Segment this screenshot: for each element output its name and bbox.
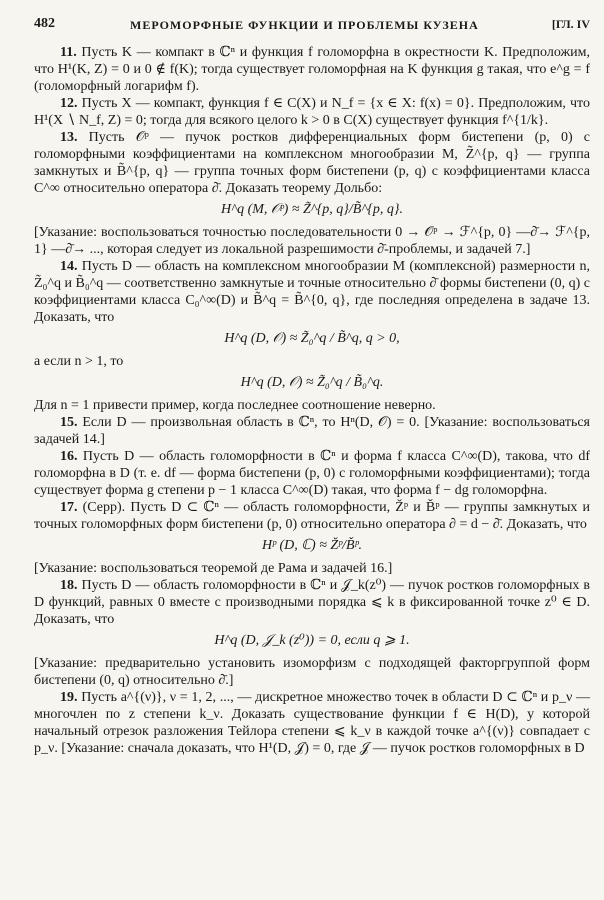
page-number: 482 [34,16,55,31]
problem-text: (Серр). Пусть D ⊂ ℂⁿ — область голоморфности, Žᵖ и B̌ᵖ — группы замкнутых и точных голоморфных форм бистепени (p, 0) относительно оператора ∂ = d − ∂̄. Доказать, что [34,500,590,532]
problem-number: 15. [60,415,78,430]
problem-number: 18. [60,578,78,593]
text-paragraph: а если n > 1, то [34,354,124,369]
running-title: МЕРОМОРФНЫЕ ФУНКЦИИ И ПРОБЛЕМЫ КУЗЕНА [130,18,479,32]
display-formula: H^q (D, 𝒪) ≈ Z̃₀^q / B̃₀^q. [240,375,384,390]
problem-number: 13. [60,130,78,145]
display-formula: H^q (D, 𝒪) ≈ Z̃₀^q / B̃^q, q > 0, [224,331,400,346]
page-header [34,14,590,36]
problem-number: 16. [60,449,78,464]
problem-text: Пусть 𝒪ᵖ — пучок ростков дифференциальных форм бистепени (p, 0) с голоморфными коэффициентами на комплексном многообразии M, Z̃^{p, q} — группа замкнутых и B̃^{p, q} — группа точных форм бистепени (p, q) с коэффициентами класса C^∞ относительно оператора ∂̄. Доказать теорему Дольбо: [34,130,590,196]
problem-text: Пусть X — компакт, функция f ∈ C(X) и N_f = {x ∈ X: f(x) = 0}. Предположим, что H¹(X ∖ N_f, Z) = 0; тогда для всякого целого k > 0 в C(X) существует функция f^{1/k}. [34,96,590,128]
display-formula: Hᵖ (D, ℂ) ≈ Žᵖ/B̌ᵖ. [261,538,363,553]
text-paragraph: Для n = 1 привести пример, когда последнее соотношение неверно. [34,398,436,413]
problem-paragraph [34,129,590,197]
chapter-marker: [ГЛ. IV [551,17,590,31]
problem-paragraph [34,689,590,757]
problem-text: Пусть D — область голоморфности в ℂⁿ и 𝒥_k(z⁰) — пучок ростков голоморфных в D функций, равных 0 вместе с производными порядка ⩽ k в фиксированной точке z⁰ ∈ D. Доказать, что [34,578,590,627]
problem-paragraph [34,95,590,129]
page-body [34,44,590,757]
problem-paragraph [34,448,590,499]
text-paragraph: [Указание: воспользоваться теоремой де Рама и задачей 16.] [34,561,393,576]
problem-paragraph [34,577,590,628]
problem-number: 11. [60,45,77,60]
problem-paragraph [34,414,590,448]
problem-number: 19. [60,690,78,705]
problem-number: 14. [60,259,78,274]
problem-paragraph [34,44,590,95]
problem-number: 12. [60,96,78,111]
problem-paragraph [34,499,590,533]
text-paragraph: [Указание: воспользоваться точностью последовательности 0 → 𝒪ᵖ → ℱ^{p, 0} —∂̄→ ℱ^{p, 1} —∂̄→ ..., которая следует из локальной разрешимости ∂̄-проблемы, и задачей 7.] [34,225,590,257]
problem-text: Пусть K — компакт в ℂⁿ и функция f голоморфна в окрестности K. Предположим, что H¹(K, Z) = 0 и 0 ∉ f(K); тогда существует голоморфная на K функция g такая, что e^g = f (голоморфный логарифм f). [34,45,590,94]
display-formula: H^q (M, 𝒪ᵖ) ≈ Z̃^{p, q}/B̃^{p, q}. [221,202,403,217]
display-formula: H^q (D, 𝒥_k (z⁰)) = 0, если q ⩾ 1. [214,633,410,648]
problem-text: Пусть D — область на комплексном многообразии M (комплексной) размерности n, Z̃₀^q и B̃₀^q — соответственно замкнутые и точные относительно ∂̄ формы бистепени (0, q) с коэффициентами класса C₀^∞(D) и B̃^q = B̃^{0, q}, где последняя определена в задаче 13. Доказать, что [34,259,590,325]
problem-text: Пусть D — область голоморфности в ℂⁿ и форма f класса C^∞(D), такова, что df голоморфна в D (т. е. df — форма бистепени (p, 0) с голоморфными коэффициентами); тогда существует форма g степени p − 1 класса C^∞(D) такая, что форма f − dg голоморфна. [34,449,590,498]
problem-text: Пусть a^{(ν)}, ν = 1, 2, ..., — дискретное множество точек в области D ⊂ ℂⁿ и p_ν — многочлен по z степени k_ν. Доказать существование функции f ∈ H(D), у которой начальный отрезок разложения Тейлора степени ⩽ k_ν в каждой точке a^{(ν)} совпадает с p_ν. [Указание: сначала доказать, что H¹(D, 𝒥) = 0, где 𝒥 — пучок ростков голоморфных в D [34,690,590,756]
problem-text: Если D — произвольная область в ℂⁿ, то Hⁿ(D, 𝒪) = 0. [Указание: воспользоваться задачей 14.] [34,415,590,447]
text-paragraph: [Указание: предварительно установить изоморфизм с подходящей факторгруппой форм бистепени (0, q) относительно ∂̄.] [34,656,590,688]
problem-paragraph [34,258,590,326]
problem-number: 17. [60,500,78,515]
